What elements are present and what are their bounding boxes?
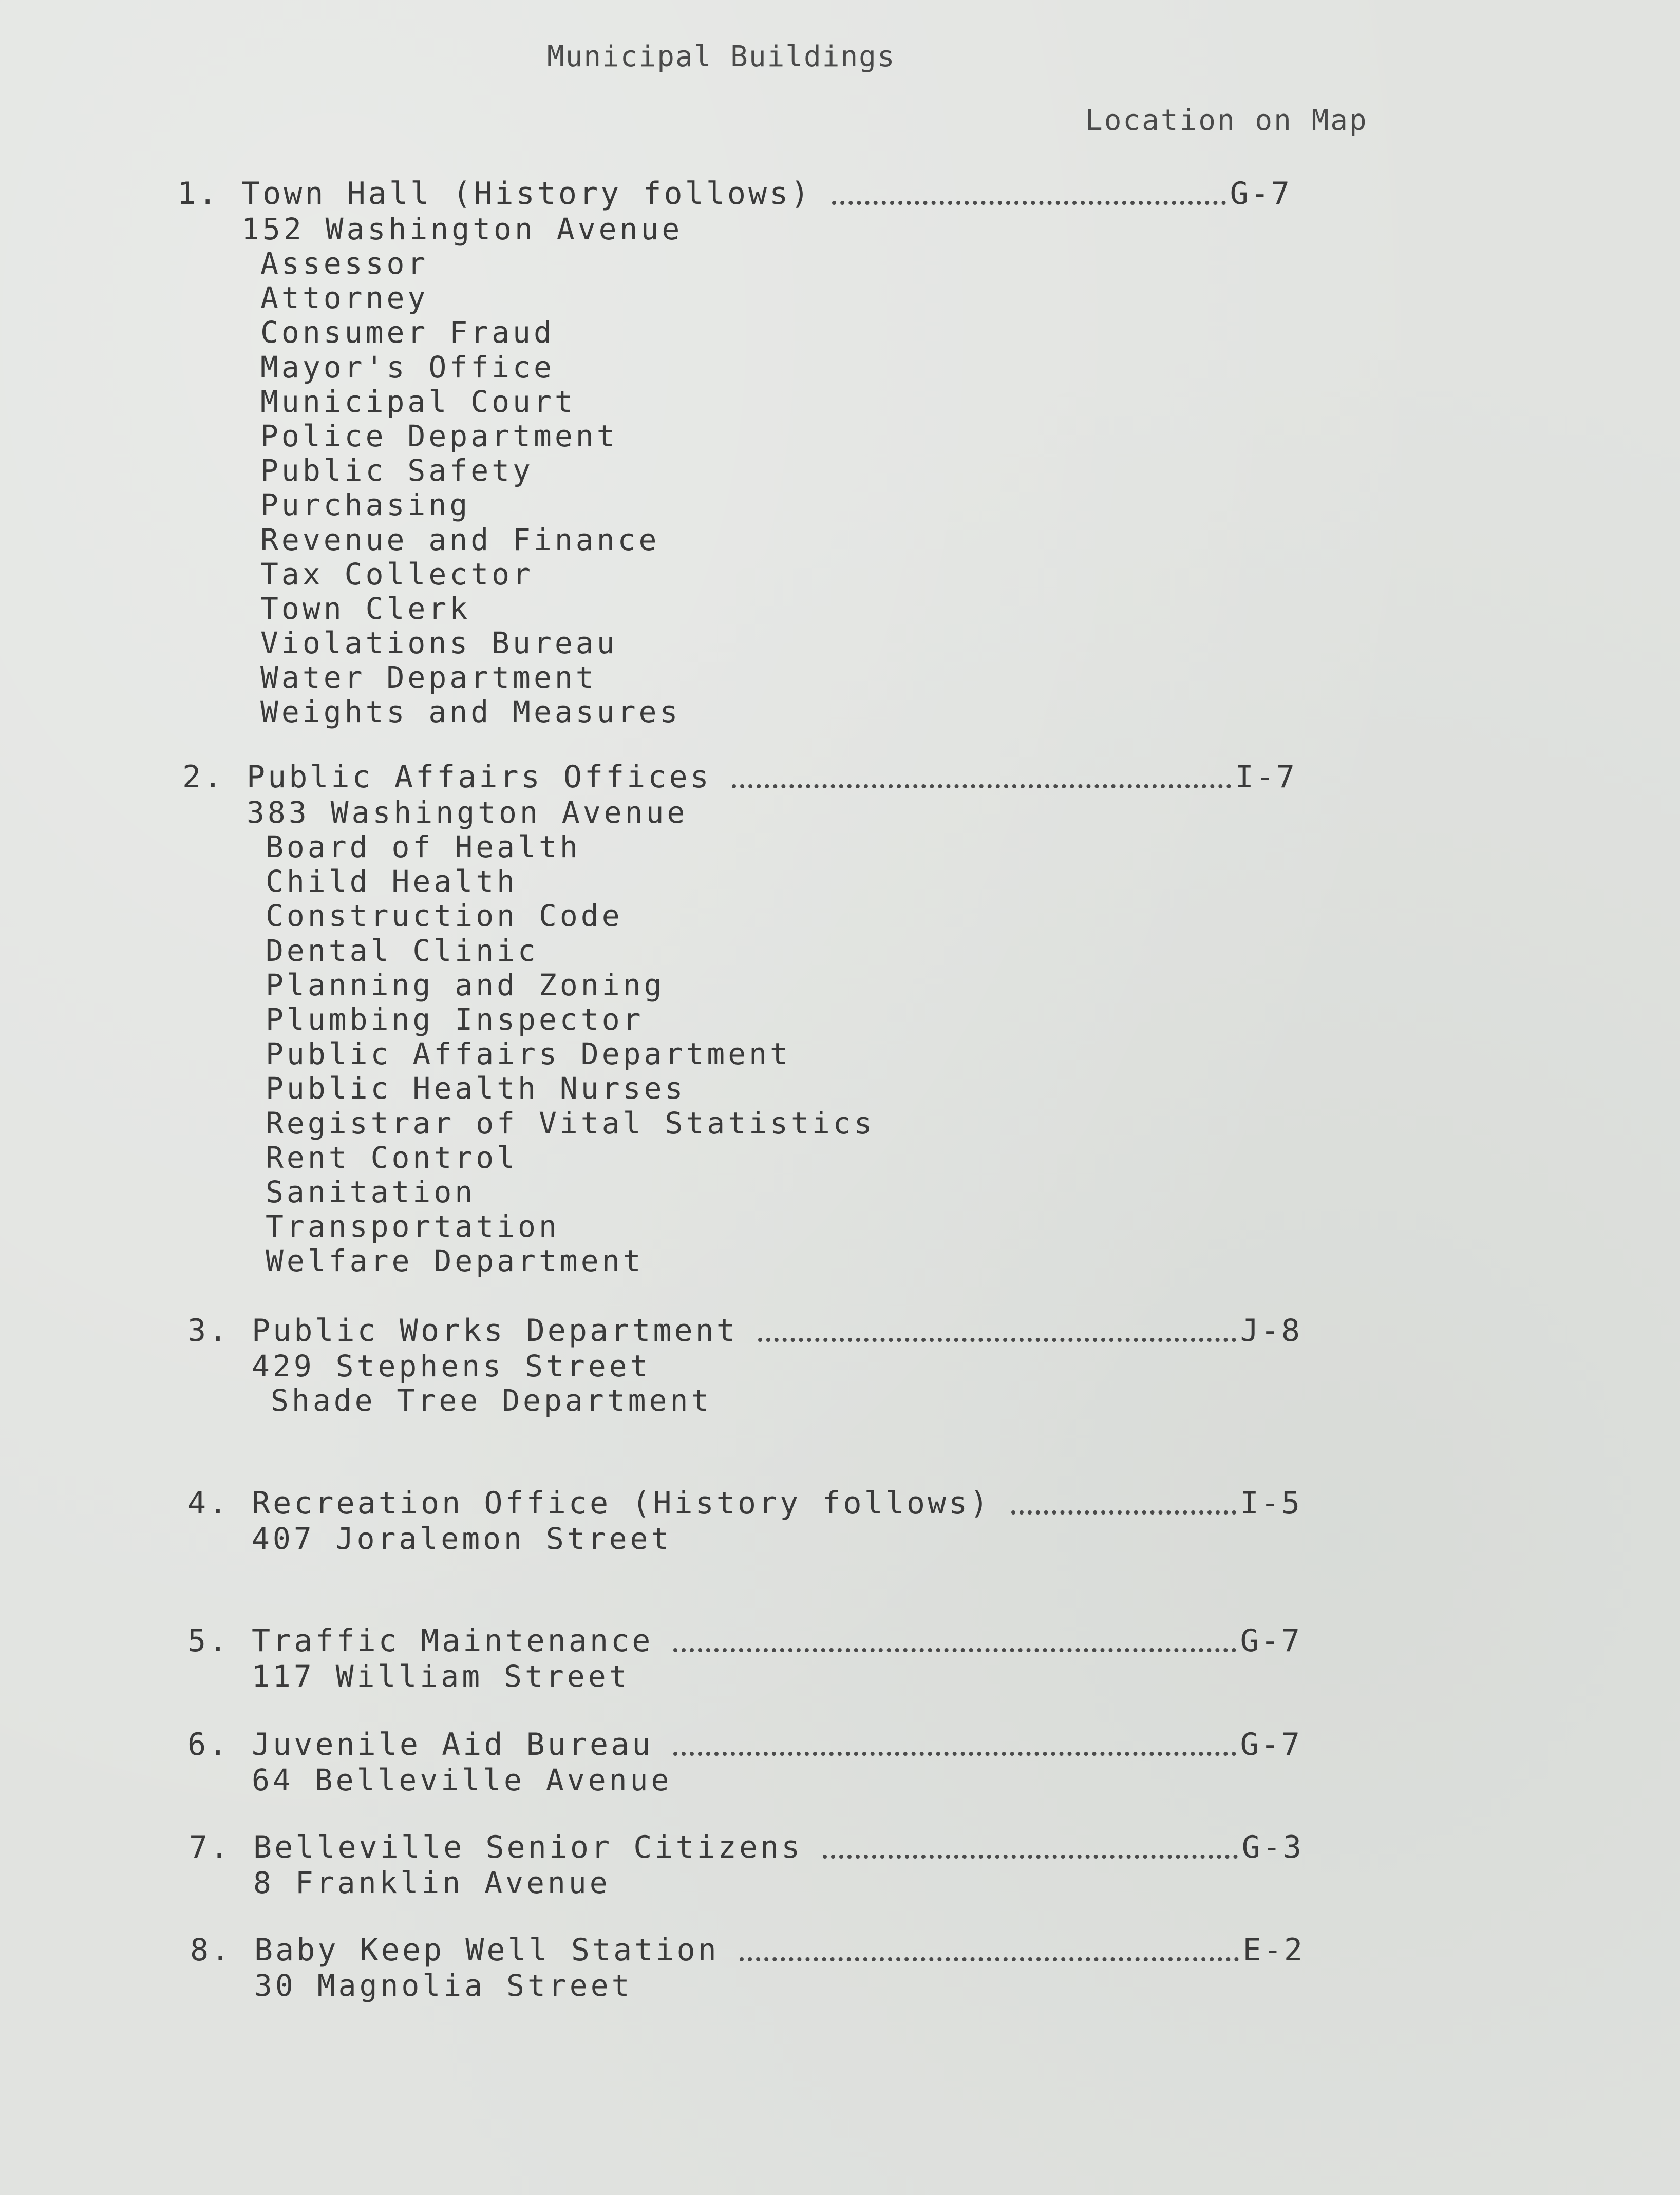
map-location: J-8 (1240, 1313, 1302, 1349)
department-item: Assessor (260, 246, 429, 281)
department-item: Revenue and Finance (260, 522, 660, 557)
entry-number: 4. (187, 1485, 230, 1521)
department-list (177, 247, 1292, 730)
department-item: Shade Tree Department (271, 1383, 712, 1418)
department-list (187, 1384, 1302, 1418)
department-item: Welfare Department (266, 1243, 644, 1279)
dot-leader (673, 1748, 1236, 1756)
entry-name: Public Works Department (252, 1313, 738, 1349)
entry-baby-keep-well-station (190, 1932, 1305, 2003)
department-item: Weights and Measures (260, 694, 681, 730)
entry-traffic-maintenance (187, 1623, 1302, 1694)
entry-address: 429 Stephens Street (252, 1349, 651, 1384)
entry-address: 30 Magnolia Street (254, 1968, 633, 2003)
entry-number: 6. (187, 1727, 230, 1763)
entry-name: Baby Keep Well Station (254, 1932, 719, 1968)
dot-leader (673, 1644, 1236, 1652)
department-item: Consumer Fraud (260, 315, 555, 350)
entry-heading (187, 1623, 1302, 1659)
entry-heading (189, 1829, 1304, 1865)
department-item: Board of Health (266, 829, 581, 864)
entry-number: 5. (187, 1623, 230, 1659)
entry-name: Town Hall (History follows) (241, 176, 812, 212)
entry-heading (187, 1313, 1302, 1349)
entry-name: Juvenile Aid Bureau (252, 1727, 653, 1763)
entry-number: 1. (177, 176, 220, 212)
entry-address: 64 Belleville Avenue (252, 1763, 672, 1797)
map-location: E-2 (1242, 1932, 1305, 1968)
department-item: Town Clerk (260, 591, 471, 626)
entry-number: 7. (189, 1829, 232, 1865)
map-location: I-7 (1235, 759, 1297, 795)
map-location: G-7 (1240, 1623, 1302, 1659)
map-location: G-3 (1241, 1829, 1304, 1865)
department-item: Violations Bureau (260, 626, 618, 661)
department-item: Tax Collector (260, 556, 534, 592)
entry-name: Traffic Maintenance (252, 1623, 653, 1659)
entry-heading (182, 759, 1297, 795)
entry-number: 2. (182, 759, 225, 795)
department-item: Public Safety (260, 453, 534, 488)
entry-public-works-department (187, 1313, 1302, 1418)
department-item: Attorney (260, 280, 429, 316)
map-location: G-7 (1230, 176, 1292, 212)
location-column-header: Location on Map (1085, 104, 1368, 137)
entry-address: 407 Joralemon Street (252, 1521, 672, 1556)
department-item: Child Health (266, 864, 518, 899)
entry-name: Public Affairs Offices (247, 759, 711, 795)
entry-name: Recreation Office (History follows) (252, 1485, 991, 1521)
dot-leader (740, 1953, 1239, 1961)
department-item: Construction Code (266, 898, 623, 934)
entry-recreation-office (187, 1485, 1302, 1556)
entry-address: 8 Franklin Avenue (253, 1865, 611, 1900)
department-item: Police Department (260, 418, 618, 453)
page-title: Municipal Buildings (547, 40, 896, 73)
entry-name: Belleville Senior Citizens (253, 1829, 803, 1865)
department-item: Plumbing Inspector (266, 1001, 644, 1037)
entry-public-affairs-offices (182, 759, 1297, 1278)
department-item: Registrar of Vital Statistics (266, 1105, 875, 1141)
entry-number: 8. (190, 1932, 233, 1968)
entry-heading (187, 1485, 1302, 1521)
entry-number: 3. (187, 1313, 230, 1349)
map-location: G-7 (1240, 1727, 1302, 1763)
department-item: Municipal Court (260, 384, 576, 419)
entry-town-hall (177, 176, 1292, 730)
department-item: Planning and Zoning (266, 967, 665, 1002)
department-item: Public Affairs Department (266, 1036, 791, 1072)
department-item: Public Health Nurses (266, 1071, 686, 1106)
dot-leader (823, 1850, 1237, 1859)
entry-heading (177, 176, 1292, 212)
entry-address: 152 Washington Avenue (241, 212, 683, 247)
entry-juvenile-aid-bureau (187, 1727, 1302, 1797)
dot-leader (832, 197, 1225, 205)
entry-heading (190, 1932, 1305, 1968)
department-item: Sanitation (266, 1174, 476, 1209)
map-location: I-5 (1240, 1485, 1302, 1521)
dot-leader (758, 1334, 1236, 1342)
department-item: Rent Control (266, 1140, 518, 1175)
entry-address: 117 William Street (252, 1659, 630, 1694)
department-item: Water Department (260, 660, 597, 695)
entry-heading (187, 1727, 1302, 1763)
department-item: Transportation (266, 1209, 560, 1244)
department-list (182, 830, 1297, 1278)
department-item: Dental Clinic (266, 933, 539, 968)
department-item: Mayor's Office (260, 349, 555, 385)
dot-leader (1011, 1506, 1236, 1515)
dot-leader (732, 780, 1231, 788)
department-item: Purchasing (260, 487, 471, 523)
entry-address: 383 Washington Avenue (247, 795, 688, 830)
entry-belleville-senior-citizens (189, 1829, 1304, 1900)
